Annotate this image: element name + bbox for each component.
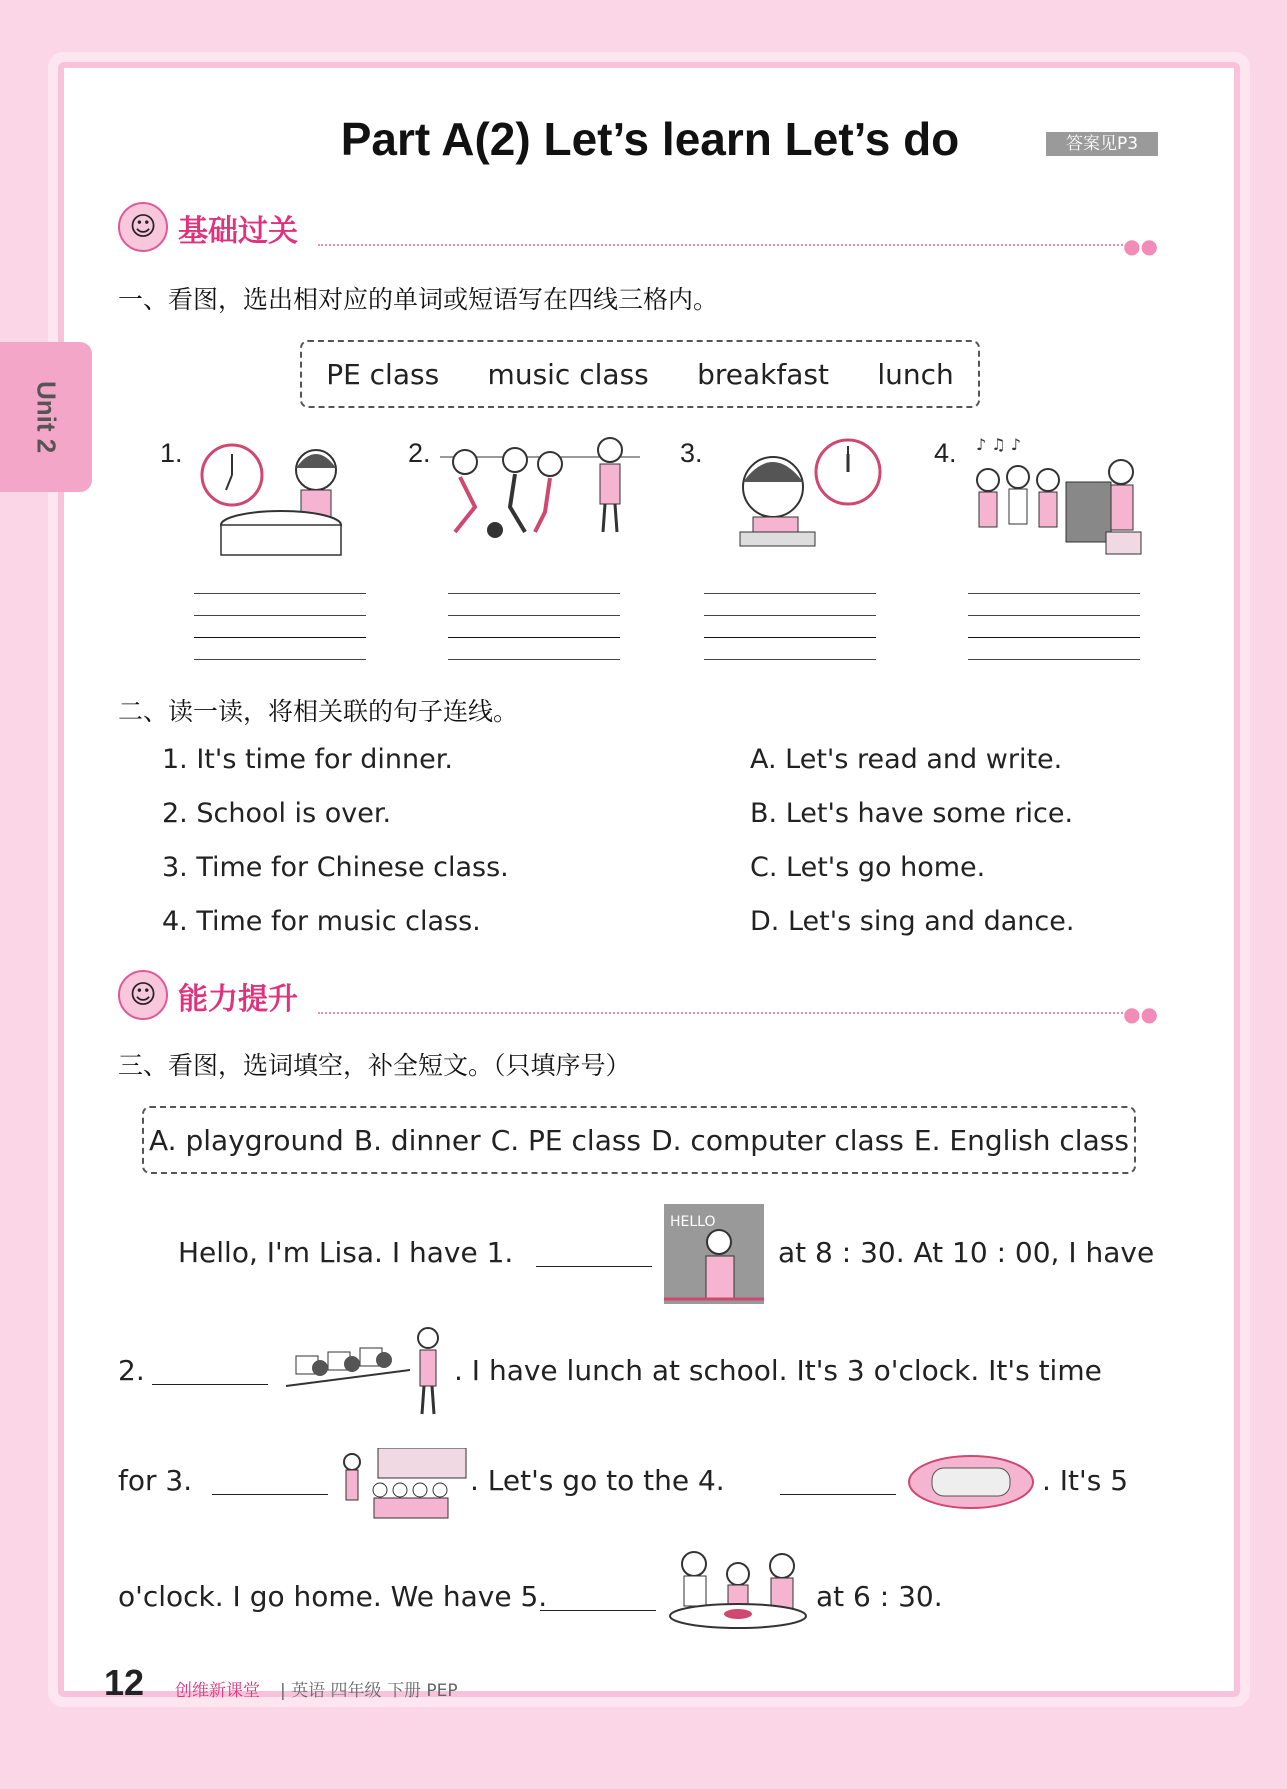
picture-number: 1. [160, 438, 183, 468]
match-left-item[interactable]: 2. School is over. [162, 798, 392, 829]
footer-book-info: | 英语 四年级 下册 PEP [280, 1681, 458, 1701]
board-text: HELLO [670, 1214, 716, 1230]
passage-text: for 3. [118, 1464, 193, 1497]
passage-text: . I have lunch at school. It's 3 o'clock. It's time [454, 1354, 1102, 1387]
answer-blank-2[interactable] [152, 1354, 268, 1385]
word-option: E. English class [913, 1123, 1129, 1157]
picture-music-class-piano [966, 432, 1146, 562]
word-option: breakfast [697, 357, 829, 391]
decor-dots-icon: ●● [1123, 234, 1158, 258]
picture-breakfast-girl-clock [718, 432, 888, 552]
picture-pe-class-children [440, 432, 640, 542]
picture-playground [906, 1454, 1036, 1510]
passage-text: at 6 : 30. [816, 1580, 943, 1613]
passage-text: Hello, I'm Lisa. I have 1. [178, 1236, 514, 1269]
unit-tab-label: Unit 2 [31, 380, 62, 454]
section-label: 基础过关 [178, 214, 298, 249]
section-label: 能力提升 [178, 982, 298, 1017]
question-2-title: 二、读一读，将相关联的句子连线。 [118, 697, 519, 726]
picture-pe-class-line [338, 1448, 468, 1522]
section-header-advanced [118, 968, 1158, 1024]
word-option: PE class [326, 357, 440, 391]
answer-blank-5[interactable] [540, 1580, 656, 1611]
answer-reference-badge: 答案见P3 [1046, 132, 1158, 156]
word-option: B. dinner [353, 1123, 481, 1157]
passage-text: 2. [118, 1354, 145, 1387]
picture-number: 3. [680, 438, 703, 468]
match-left-item[interactable]: 1. It's time for dinner. [162, 744, 453, 775]
page-number: 12 [104, 1662, 145, 1703]
match-left-item[interactable]: 4. Time for music class. [162, 906, 481, 937]
footer-brand: 创维新课堂 [175, 1681, 260, 1701]
word-option: lunch [877, 357, 954, 391]
unit-tab [0, 342, 92, 492]
picture-family-dinner [664, 1544, 812, 1636]
match-right-item[interactable]: D. Let's sing and dance. [750, 906, 1075, 937]
answer-blank-4[interactable] [780, 1464, 896, 1495]
word-option: A. playground [149, 1123, 344, 1157]
answer-blank-3[interactable] [212, 1464, 328, 1495]
picture-number: 2. [408, 438, 431, 468]
writing-grid[interactable] [704, 572, 876, 660]
passage-text: at 8 : 30. At 10 : 00, I have [778, 1236, 1155, 1269]
section-header-basic [118, 200, 1158, 256]
match-right-item[interactable]: B. Let's have some rice. [750, 798, 1074, 829]
page-title: Part A(2) Let’s learn Let’s do [340, 113, 960, 165]
svg-text:♪ ♫ ♪: ♪ ♫ ♪ [976, 435, 1021, 454]
word-option: D. computer class [651, 1123, 904, 1157]
picture-english-class-teacher [664, 1204, 764, 1304]
word-option: music class [487, 357, 649, 391]
word-bank-3 [142, 1106, 1136, 1174]
dotted-rule [318, 1012, 1138, 1014]
writing-grid[interactable] [448, 572, 620, 660]
passage-text: o'clock. I go home. We have 5. [118, 1580, 548, 1613]
question-3-title: 三、看图，选词填空，补全短文。（只填序号） [118, 1051, 631, 1080]
word-option: C. PE class [490, 1123, 642, 1157]
match-right-item[interactable]: C. Let's go home. [750, 852, 986, 883]
girl-avatar-icon: ☺ [118, 202, 168, 252]
writing-grid[interactable] [968, 572, 1140, 660]
match-right-item[interactable]: A. Let's read and write. [750, 744, 1063, 775]
picture-lunch-girl-clock [196, 430, 356, 560]
boy-avatar-icon: ☺ [118, 970, 168, 1020]
question-1-title: 一、看图，选出相对应的单词或短语写在四线三格内。 [118, 285, 719, 314]
passage-text: . Let's go to the 4. [470, 1464, 725, 1497]
answer-blank-1[interactable] [536, 1236, 652, 1267]
match-left-item[interactable]: 3. Time for Chinese class. [162, 852, 509, 883]
dotted-rule [318, 244, 1138, 246]
decor-dots-icon: ●● [1123, 1002, 1158, 1026]
writing-grid[interactable] [194, 572, 366, 660]
picture-number: 4. [934, 438, 957, 468]
picture-computer-class [280, 1326, 450, 1418]
passage-text: . It's 5 [1042, 1464, 1129, 1497]
word-bank-1 [300, 340, 980, 408]
